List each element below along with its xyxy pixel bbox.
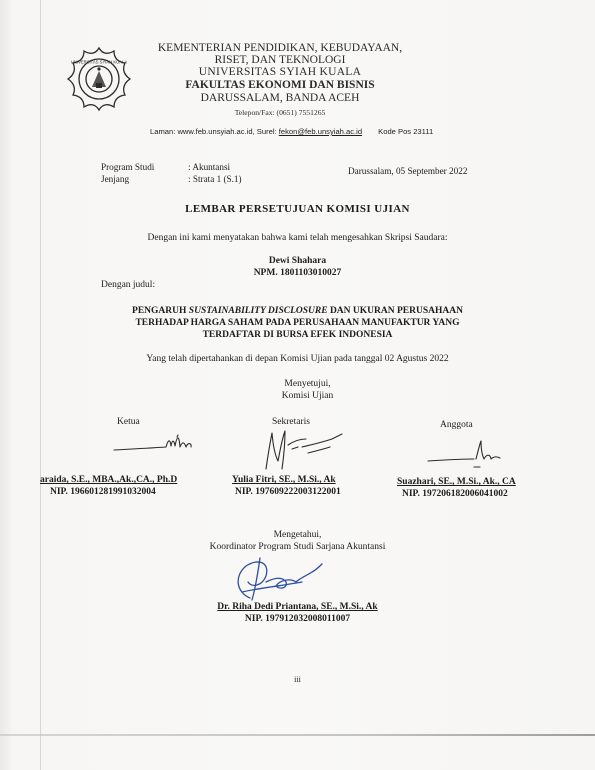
bottom-edge-line [0, 734, 595, 736]
program-value: : Akuntansi [188, 162, 231, 172]
faculty-name: FAKULTAS EKONOMI DAN BISNIS [185, 79, 375, 91]
university-name: UNIVERSITAS SYIAH KUALA [198, 66, 362, 78]
coordinator-name: Dr. Riha Dedi Priantana, SE., M.Si., Ak [217, 602, 378, 612]
contact-line [150, 127, 433, 136]
level-label: Jenjang [101, 174, 130, 184]
agree-text: Menyetujui, [284, 379, 331, 389]
known-text: Mengetahui, [273, 530, 322, 540]
sekretaris-signature [258, 425, 346, 477]
anggota-name: Suazhari, SE., M.Si., Ak., CA [397, 477, 516, 487]
sekretaris-nip: NIP. 197609222003122001 [235, 487, 341, 497]
thesis-title-1c: DAN UKURAN PERUSAHAAN [327, 306, 463, 316]
student-npm: NPM. 1801103010027 [253, 268, 342, 278]
coordinator-signature [230, 552, 330, 606]
ketua-role: Ketua [117, 417, 140, 427]
coordinator-title: Koordinator Program Studi Sarjana Akuntansi [209, 542, 386, 552]
phone-line: Telepon/Fax: (0651) 7551265 [234, 108, 326, 117]
sekretaris-name: Yulia Fitri, SE., M.Si., Ak [232, 475, 336, 485]
postal-code: Kode Pos 23111 [378, 127, 434, 136]
student-name: Dewi Shahara [268, 256, 327, 266]
page-number: iii [294, 675, 301, 684]
thesis-title-line-3: TERDAFTAR DI BURSA EFEK INDONESIA [202, 330, 393, 340]
contact-email: fekon@feb.unsyiah.ac.id [278, 127, 363, 136]
university-logo [62, 45, 136, 119]
letterhead [150, 42, 410, 118]
thesis-title-1b: SUSTAINABILITY DISCLOSURE [188, 306, 328, 316]
intro-statement: Dengan ini kami menyatakan bahwa kami telah mengesahkan Skripsi Saudara: [147, 233, 448, 243]
anggota-signature [424, 437, 504, 469]
document-title: LEMBAR PERSETUJUAN KOMISI UJIAN [185, 203, 410, 215]
place-date: Darussalam, 05 September 2022 [348, 166, 468, 176]
program-label: Program Studi [101, 162, 155, 172]
thesis-title-line-2: TERHADAP HARGA SAHAM PADA PERUSAHAAN MANUFAKTUR YANG [135, 318, 460, 328]
contact-web: Laman: www.feb.unsyiah.ac.id, Surel: [150, 127, 277, 136]
ketua-signature [112, 428, 204, 462]
ketua-name: araida, S.E., MBA.,Ak.,CA., Ph.D [40, 475, 178, 485]
anggota-nip: NIP. 197206182006041002 [402, 489, 508, 499]
judul-label: Dengan judul: [101, 280, 156, 290]
ministry-line-2: RISET, DAN TEKNOLOGI [214, 54, 346, 66]
coordinator-nip: NIP. 197912032008011007 [244, 614, 351, 624]
address-line: DARUSSALAM, BANDA ACEH [200, 92, 360, 104]
thesis-title-1a: PENGARUH [132, 306, 189, 316]
logo-lettering: UNIVERSITAS SYIAH KUALA [70, 59, 128, 65]
defense-statement: Yang telah dipertahankan di depan Komisi Ujian pada tanggal 02 Agustus 2022 [146, 354, 449, 364]
level-value: : Strata 1 (S.1) [188, 174, 242, 184]
sekretaris-role: Sekretaris [272, 417, 310, 427]
thesis-title-line-1 [0, 306, 595, 316]
ministry-line-1: KEMENTERIAN PENDIDIKAN, KEBUDAYAAN, [157, 42, 403, 54]
anggota-role: Anggota [440, 420, 473, 430]
committee-text: Komisi Ujian [281, 391, 334, 401]
ketua-nip: NIP. 196601281991032004 [50, 487, 156, 497]
